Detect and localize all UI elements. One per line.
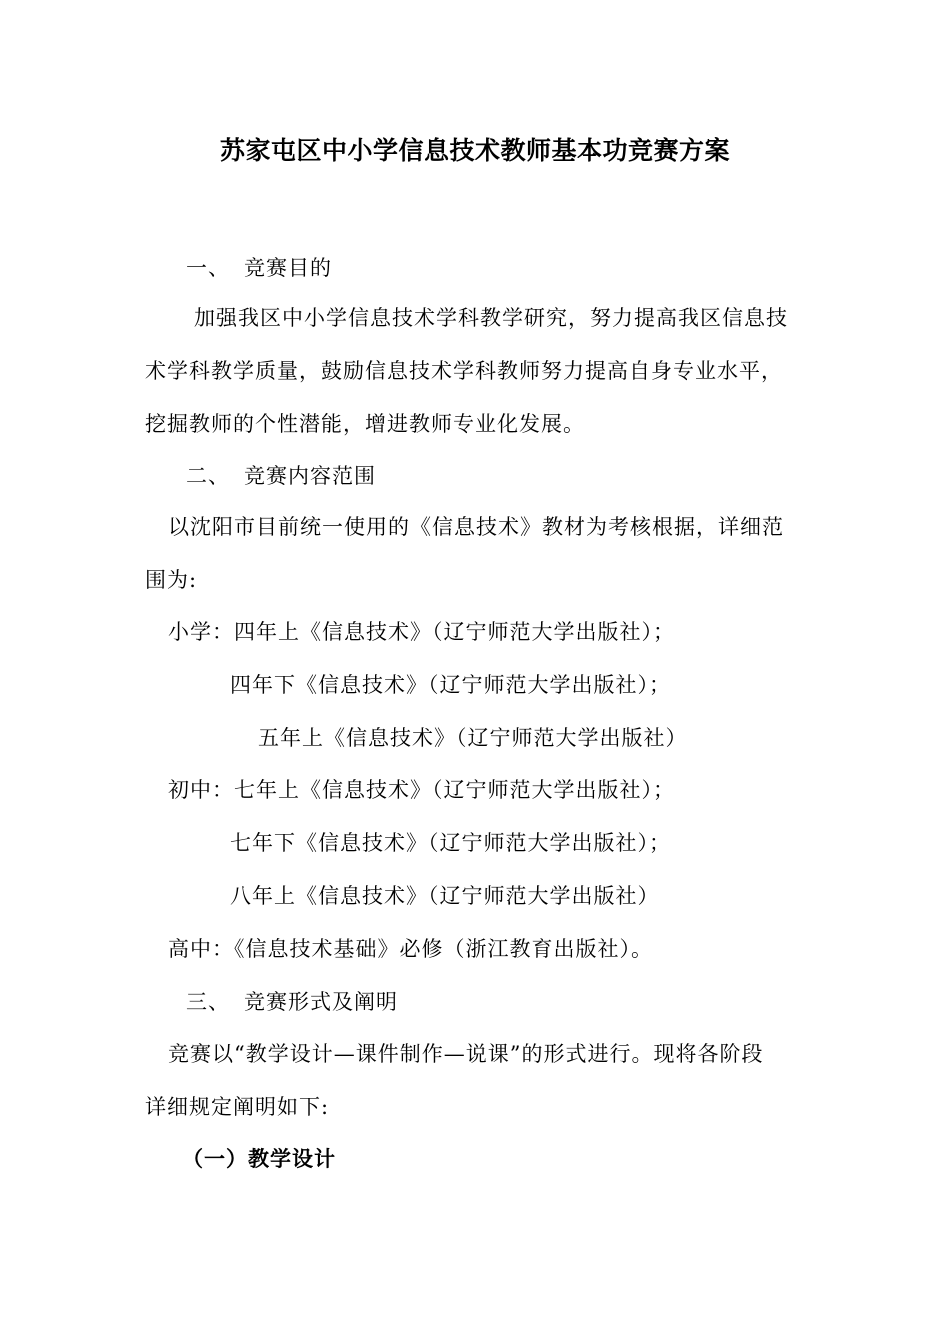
paragraph-line: 以沈阳市目前统一使用的《信息技术》教材为考核根据，详细范 bbox=[168, 515, 784, 539]
document-title: 苏家屯区中小学信息技术教师基本功竞赛方案 bbox=[219, 136, 730, 165]
textbook-item: 高中：《信息技术基础》必修（浙江教育出版社）。 bbox=[168, 937, 653, 961]
section-title: 竞赛目的 bbox=[244, 256, 332, 280]
textbook-item: 四年下《信息技术》（辽宁师范大学出版社）； bbox=[230, 673, 671, 697]
section-title: 竞赛形式及阐明 bbox=[244, 990, 398, 1014]
section-heading-2 bbox=[186, 462, 376, 490]
section-title: 竞赛内容范围 bbox=[244, 464, 376, 488]
section-number: 一、 bbox=[186, 256, 230, 280]
textbook-item: 八年上《信息技术》（辽宁师范大学出版社） bbox=[230, 884, 660, 908]
textbook-item: 初中：七年上《信息技术》（辽宁师范大学出版社）； bbox=[168, 778, 675, 802]
textbook-item: 五年上《信息技术》（辽宁师范大学出版社） bbox=[258, 726, 688, 750]
paragraph-line: 竞赛以“教学设计—课件制作—说课”的形式进行。现将各阶段 bbox=[168, 1042, 764, 1066]
paragraph-line: 围为: bbox=[145, 568, 198, 592]
paragraph-line: 加强我区中小学信息技术学科教学研究，努力提高我区信息技 bbox=[194, 306, 788, 330]
paragraph-line: 挖掘教师的个性潜能，增进教师专业化发展。 bbox=[145, 412, 585, 436]
textbook-item: 七年下《信息技术》（辽宁师范大学出版社）； bbox=[230, 831, 671, 855]
section-number: 二、 bbox=[186, 464, 230, 488]
section-number: 三、 bbox=[186, 990, 230, 1014]
sub-heading: （一）教学设计 bbox=[182, 1147, 336, 1171]
section-heading-3 bbox=[186, 988, 398, 1016]
textbook-item: 小学：四年上《信息技术》（辽宁师范大学出版社）； bbox=[168, 620, 675, 644]
paragraph-line: 术学科教学质量，鼓励信息技术学科教师努力提高自身专业水平， bbox=[145, 359, 783, 383]
paragraph-line: 详细规定阐明如下: bbox=[145, 1095, 330, 1119]
section-heading-1 bbox=[186, 254, 332, 282]
